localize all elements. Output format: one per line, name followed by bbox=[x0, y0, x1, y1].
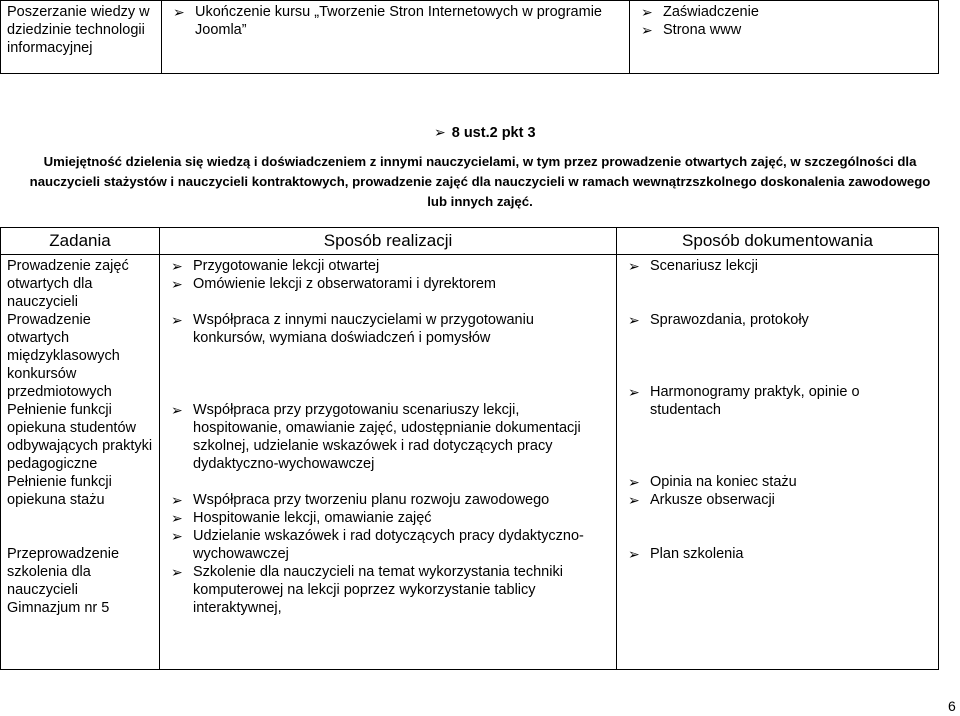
documentation-group bbox=[623, 257, 932, 275]
list-item bbox=[636, 21, 932, 39]
method-text: Współpraca przy tworzeniu planu rozwoju zawodowego bbox=[193, 492, 550, 508]
arrowhead-bullet-icon: ➢ bbox=[641, 22, 653, 38]
main-table bbox=[0, 227, 939, 670]
task-item: Pełnienie funkcji opiekuna studentów odbywających praktyki pedagogiczne bbox=[7, 402, 153, 472]
documentation-column-cell bbox=[617, 255, 939, 670]
list-item bbox=[166, 563, 610, 617]
documentation-group bbox=[623, 311, 932, 329]
activities-cell bbox=[162, 1, 630, 74]
methods-group bbox=[166, 311, 610, 347]
spacer bbox=[623, 437, 932, 455]
list-item bbox=[166, 491, 610, 509]
spacer bbox=[623, 509, 932, 527]
task-item: Prowadzenie zajęć otwartych dla nauczycieli bbox=[7, 258, 129, 310]
documentation-cell bbox=[630, 1, 939, 74]
arrowhead-bullet-icon: ➢ bbox=[171, 492, 183, 508]
spacer bbox=[623, 455, 932, 473]
list-item bbox=[623, 383, 932, 419]
documentation-group bbox=[623, 383, 932, 419]
header-tasks: Zadania bbox=[1, 228, 160, 255]
list-item bbox=[166, 275, 610, 293]
spacer bbox=[623, 419, 932, 437]
documentation-text: Sprawozdania, protokoły bbox=[650, 312, 809, 328]
arrowhead-bullet-icon: ➢ bbox=[434, 124, 446, 140]
list-item bbox=[623, 473, 932, 491]
documentation-group bbox=[623, 473, 932, 509]
arrowhead-bullet-icon: ➢ bbox=[171, 510, 183, 526]
top-table bbox=[0, 0, 939, 74]
spacer bbox=[166, 383, 610, 401]
arrowhead-bullet-icon: ➢ bbox=[171, 276, 183, 292]
list-item bbox=[636, 3, 932, 21]
documentation-text: Zaświadczenie bbox=[663, 4, 759, 20]
arrowhead-bullet-icon: ➢ bbox=[628, 312, 640, 328]
arrowhead-bullet-icon: ➢ bbox=[171, 564, 183, 580]
list-item bbox=[166, 257, 610, 275]
spacer bbox=[166, 293, 610, 311]
spacer bbox=[623, 527, 932, 545]
list-item bbox=[166, 509, 610, 527]
method-text: Szkolenie dla nauczycieli na temat wykorzystania techniki komputerowej na lekcji poprzez wykorzystanie tablicy interaktywnej, bbox=[193, 564, 563, 616]
method-text: Współpraca przy przygotowaniu scenariuszy lekcji, hospitowanie, omawianie zajęć, udostępnianie dokumentacji szkolnej, udzielanie wskazówek i rad dotyczących pracy dydaktyczno-wychowawczej bbox=[193, 402, 581, 472]
method-text: Hospitowanie lekcji, omawianie zajęć bbox=[193, 510, 432, 526]
arrowhead-bullet-icon: ➢ bbox=[628, 258, 640, 274]
category-text: Poszerzanie wiedzy w dziedzinie technologii informacyjnej bbox=[7, 4, 150, 56]
header-documentation: Sposób dokumentowania bbox=[617, 228, 939, 255]
methods-group bbox=[166, 257, 610, 293]
arrowhead-bullet-icon: ➢ bbox=[641, 4, 653, 20]
tasks-cell bbox=[1, 255, 160, 670]
spacer bbox=[623, 275, 932, 293]
spacer bbox=[623, 365, 932, 383]
documentation-list bbox=[636, 3, 932, 39]
task-item: Pełnienie funkcji opiekuna stażu bbox=[7, 474, 112, 508]
documentation-group bbox=[623, 545, 932, 563]
methods-group bbox=[166, 491, 610, 563]
table-header-row bbox=[1, 228, 939, 255]
arrowhead-bullet-icon: ➢ bbox=[171, 528, 183, 544]
list-item bbox=[623, 311, 932, 329]
methods-group bbox=[166, 563, 610, 617]
list-item bbox=[168, 3, 623, 39]
method-text: Udzielanie wskazówek i rad dotyczących pracy dydaktyczno-wychowawczej bbox=[193, 528, 584, 562]
method-text: Omówienie lekcji z obserwatorami i dyrektorem bbox=[193, 276, 496, 292]
arrowhead-bullet-icon: ➢ bbox=[171, 312, 183, 328]
list-item bbox=[166, 311, 610, 347]
section-reference bbox=[434, 123, 536, 142]
spacer bbox=[7, 509, 153, 527]
spacer bbox=[623, 347, 932, 365]
documentation-text: Scenariusz lekcji bbox=[650, 258, 758, 274]
documentation-text: Opinia na koniec stażu bbox=[650, 474, 797, 490]
table-row bbox=[1, 1, 939, 74]
list-item bbox=[166, 527, 610, 563]
section-reference-text: 8 ust.2 pkt 3 bbox=[451, 125, 536, 141]
section-title: Umiejętność dzielenia się wiedzą i doświadczeniem z innymi nauczycielami, w tym przez prowadzenie otwartych zajęć, w szczególności dla nauczycieli stażystów i nauczycieli kontraktowych, prowadzenie zajęć dla nauczycieli w ramach wewnątrzszkolnego doskonalenia zawodowego lub innych zajęć. bbox=[29, 154, 931, 209]
method-text: Przygotowanie lekcji otwartej bbox=[193, 258, 380, 274]
spacer bbox=[166, 365, 610, 383]
task-item: Prowadzenie otwartych międzyklasowych konkursów przedmiotowych bbox=[7, 312, 120, 400]
method-text: Współpraca z innymi nauczycielami w przygotowaniu konkursów, wymiana doświadczeń i pomysłów bbox=[193, 312, 534, 346]
spacer bbox=[7, 527, 153, 545]
documentation-text: Strona www bbox=[663, 22, 742, 38]
task-item: Przeprowadzenie szkolenia dla nauczycieli Gimnazjum nr 5 bbox=[7, 546, 120, 616]
category-cell bbox=[1, 1, 162, 74]
header-methods: Sposób realizacji bbox=[160, 228, 617, 255]
list-item bbox=[623, 257, 932, 275]
activities-list bbox=[168, 3, 623, 39]
documentation-text: Arkusze obserwacji bbox=[650, 492, 775, 508]
arrowhead-bullet-icon: ➢ bbox=[171, 402, 183, 418]
spacer bbox=[166, 473, 610, 491]
spacer bbox=[166, 347, 610, 365]
arrowhead-bullet-icon: ➢ bbox=[628, 492, 640, 508]
list-item bbox=[623, 545, 932, 563]
table-row bbox=[1, 255, 939, 670]
documentation-text: Plan szkolenia bbox=[650, 546, 744, 562]
list-item bbox=[623, 491, 932, 509]
methods-group bbox=[166, 401, 610, 473]
documentation-text: Harmonogramy praktyk, opinie o studentach bbox=[650, 384, 860, 418]
spacer bbox=[623, 293, 932, 311]
spacer bbox=[623, 329, 932, 347]
methods-cell bbox=[160, 255, 617, 670]
arrowhead-bullet-icon: ➢ bbox=[628, 546, 640, 562]
arrowhead-bullet-icon: ➢ bbox=[171, 258, 183, 274]
page-number: 6 bbox=[948, 698, 956, 714]
arrowhead-bullet-icon: ➢ bbox=[173, 4, 185, 20]
list-item bbox=[166, 401, 610, 473]
arrowhead-bullet-icon: ➢ bbox=[628, 384, 640, 400]
activity-text: Ukończenie kursu „Tworzenie Stron Internetowych w programie Joomla” bbox=[195, 4, 602, 38]
arrowhead-bullet-icon: ➢ bbox=[628, 474, 640, 490]
